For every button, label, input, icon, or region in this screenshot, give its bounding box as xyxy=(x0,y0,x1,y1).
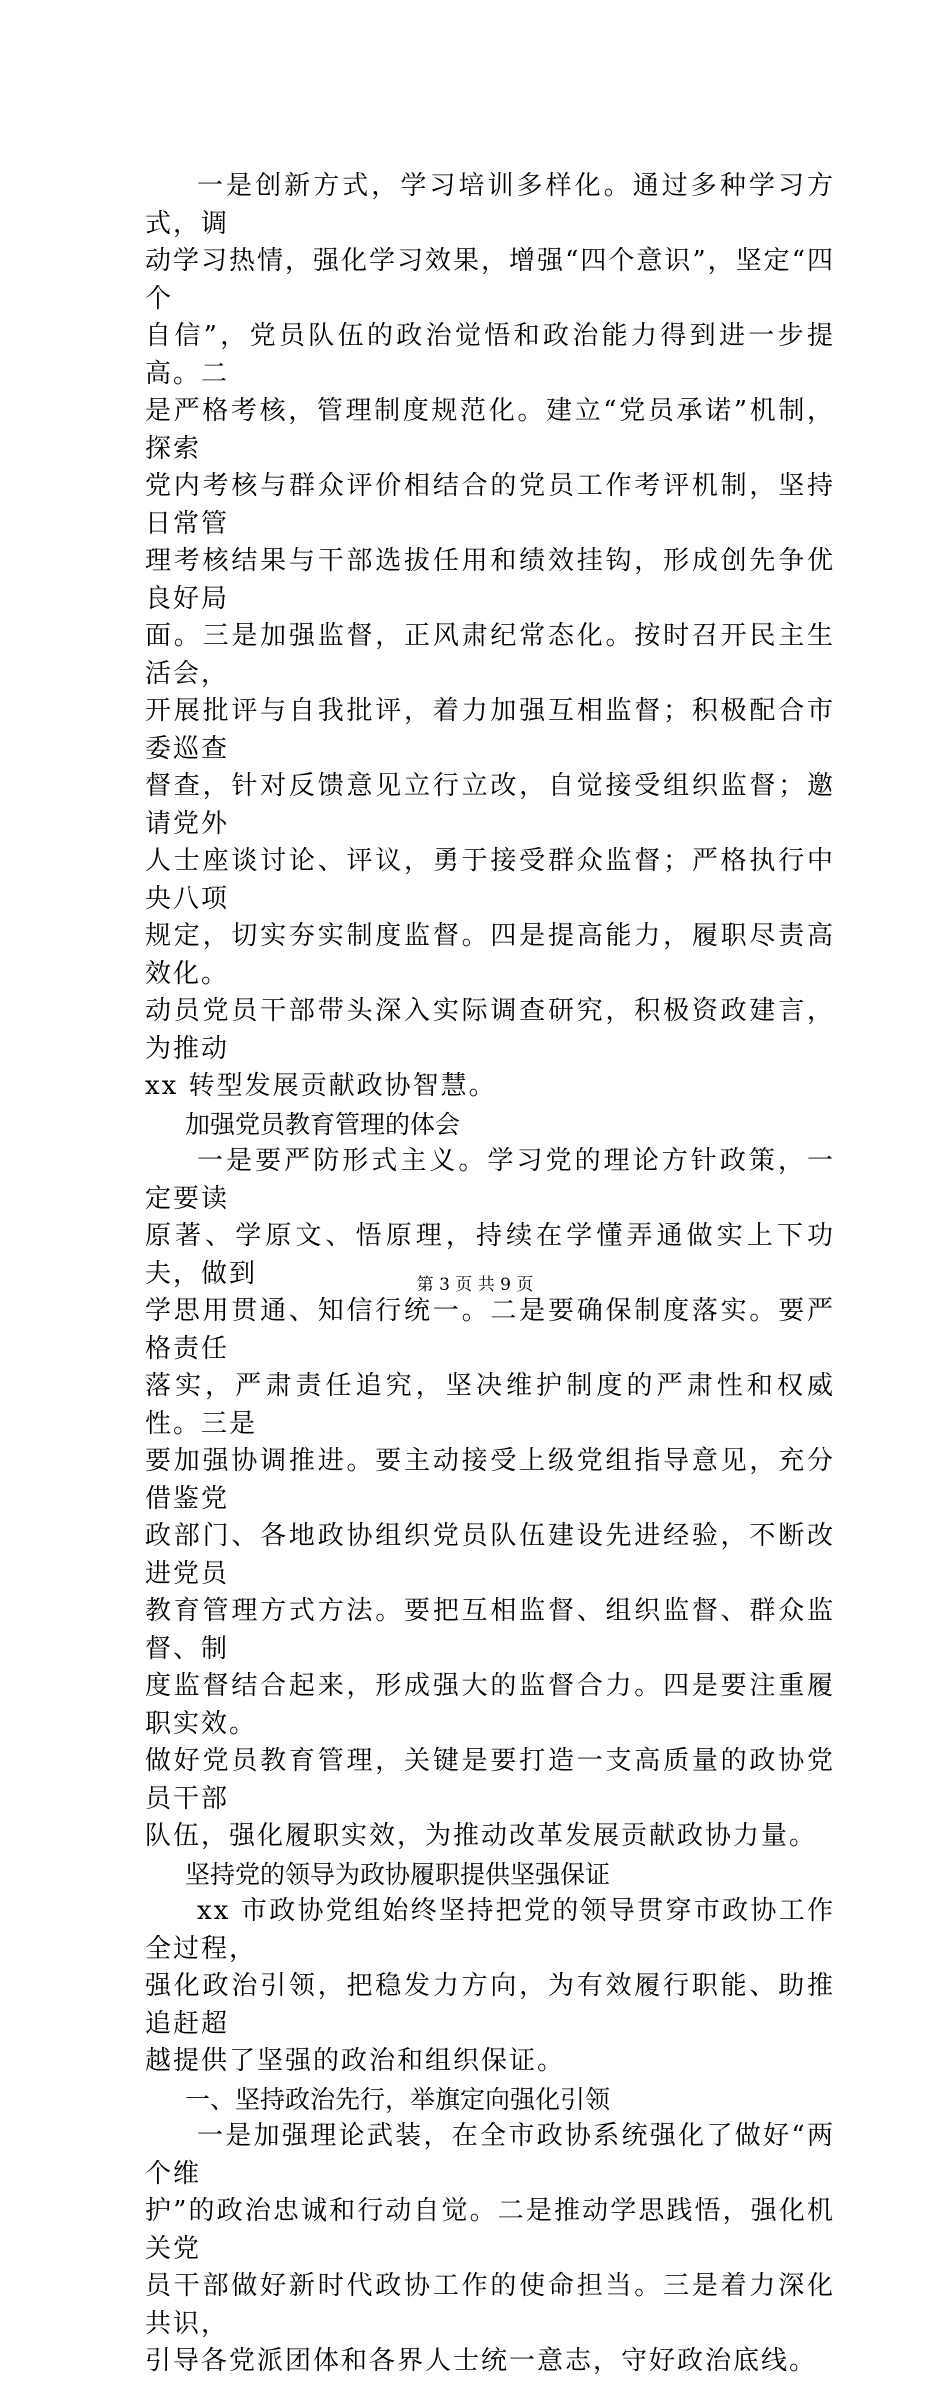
paragraph-2: 一是要严防形式主义。学习党的理论方针政策，一定要读 原著、学原文、悟原理，持续在学懂弄通做实上下功夫，做到 学思用贯通、知信行统一。二是要确保制度落实。要严格责任 落实，严肃责任追究，坚决维护制度的严肃性和权威性。三是 要加强协调推进。要主动接受上级党组指导意见，充分借鉴党 政部门、各地政协组织党员队伍建设先进经验，不断改进党员 教育管理方式方法。要把互相监督、组织监督、群众监督、制 度监督结合起来，形成强大的监督合力。四是要注重履职实效。 做好党员教育管理，关键是要打造一支高质量的政协党员干部 队伍，强化履职实效，为推动改革发展贡献政协力量。 xyxy=(145,1146,835,1851)
paragraph-4: 一是加强理论武装，在全市政协系统强化了做好“两个维 护”的政治忠诚和行动自觉。二是推动学思践悟，强化机关党 员干部做好新时代政协工作的使命担当。三是着力深化共识， 引导各党派团体和各界人士统一意志，守好政治底线。 xyxy=(145,2121,835,2376)
section-heading-3: 一、坚持政治先行，举旗定向强化引领 xyxy=(185,2084,611,2114)
paragraph-1: 一是创新方式，学习培训多样化。通过多种学习方式，调 动学习热情，强化学习效果，增强“四个意识”，坚定“四个 自信”，党员队伍的政治觉悟和政治能力得到进一步提高。二 是严格考核，管理制度规范化。建立“党员承诺”机制，探索 党内考核与群众评价相结合的党员工作考评机制，坚持日常管 理考核结果与干部选拔任用和绩效挂钩，形成创先争优良好局 面。三是加强监督，正风肃纪常态化。按时召开民主生活会， 开展批评与自我批评，着力加强互相监督；积极配合市委巡查 督查，针对反馈意见立行立改，自觉接受组织监督；邀请党外 人士座谈讨论、评议，勇于接受群众监督；严格执行中央八项 规定，切实夯实制度监督。四是提高能力，履职尽责高效化。 动员党员干部带头深入实际调查研究，积极资政建言，为推动 xx 转型发展贡献政协智慧。 xyxy=(145,171,835,1101)
section-heading-2: 坚持党的领导为政协履职提供坚强保证 xyxy=(185,1859,611,1889)
paragraph-3: xx 市政协党组始终坚持把党的领导贯穿市政协工作全过程， 强化政治引领，把稳发力方向，为有效履行职能、助推追赶超 越提供了坚强的政治和组织保证。 xyxy=(145,1896,835,2076)
page-number-footer: 第 3 页 共 9 页 xyxy=(416,1275,534,1295)
section-heading-1: 加强党员教育管理的体会 xyxy=(185,1109,461,1139)
